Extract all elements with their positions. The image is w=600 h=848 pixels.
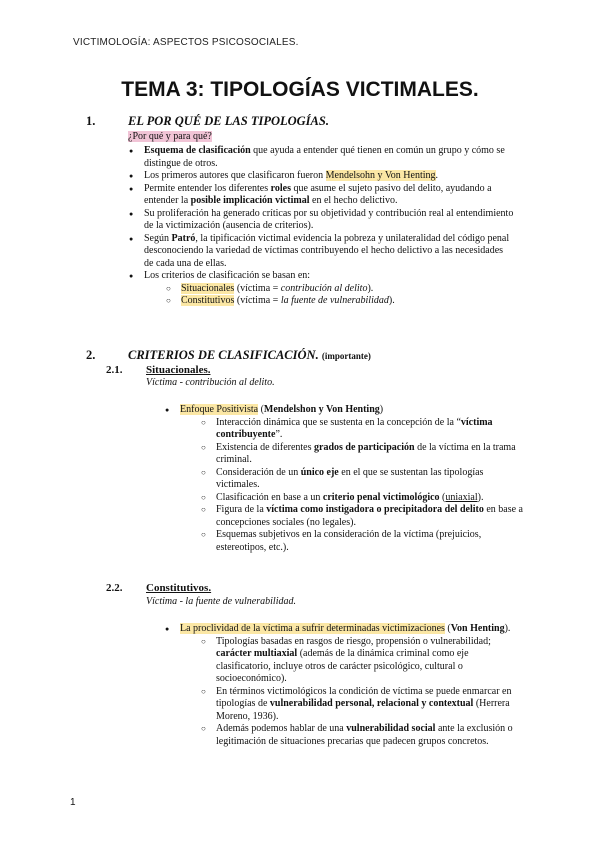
- section-1-title: EL POR QUÉ DE LAS TIPOLOGÍAS.: [128, 114, 329, 128]
- page-title: TEMA 3: TIPOLOGÍAS VICTIMALES.: [121, 78, 479, 101]
- list-item: ○ Situacionales (víctima = contribución al delito).: [181, 283, 514, 296]
- list-item: ○ Esquemas subjetivos en la consideración de la víctima (prejuicios, estereotipos, etc.).: [216, 529, 525, 554]
- subsection-2-1-title: Situacionales.: [146, 364, 211, 376]
- subsection-2-1-heading: 2.1. Situacionales.: [106, 364, 211, 376]
- subsection-2-2-title: Constitutivos.: [146, 582, 212, 594]
- list-item: ○ Consideración de un único eje en el que se sustentan las tipologías victimales.: [216, 467, 525, 492]
- section-1-heading: [86, 115, 329, 128]
- list-item: ● Los criterios de clasificación se basan en: ○ Situacionales (víctima = contribución al delito). ○ Constitutivos (víctima = la fuente de vulnerabilidad).: [144, 270, 514, 308]
- running-header: VICTIMOLOGÍA: ASPECTOS PSICOSOCIALES.: [73, 37, 299, 48]
- list-item: ● Esquema de clasificación que ayuda a entender qué tienen en común un grupo y cómo se distingue de otros.: [144, 145, 514, 170]
- list-item: ○ Interacción dinámica que se sustenta en la concepción de la “víctima contribuyente”.: [216, 417, 525, 442]
- question-highlight: ¿Por qué y para qué?: [128, 131, 212, 142]
- section-1-number: 1.: [86, 114, 96, 128]
- list-item: ○ Además podemos hablar de una vulnerabilidad social ante la exclusión o legitimación de situaciones precarias que padecen grupos concretos.: [216, 723, 525, 748]
- list-item: ○ Figura de la víctima como instigadora o precipitadora del delito en base a concepciones sociales (no legales).: [216, 504, 525, 529]
- subsection-2-1-list: [180, 404, 525, 554]
- subsection-2-2-subtitle: Víctima - la fuente de vulnerabilidad.: [146, 596, 296, 607]
- list-item: ● Enfoque Positivista (Mendelshon y Von Henting) ○ Interacción dinámica que se sustenta en la concepción de la “víctima contribuyente”. ○ Existencia de diferentes grados de participación de la víctima en la trama criminal. ○ Consideración de un único eje en el que se sustentan las tipologías victimales. ○ Clasificación en base a un criterio penal victimológico (uniaxial). ○ Figura de la víctima como instigadora o precipitadora del delito en base a concepciones sociales (no legales). ○ Esquemas subjetivos en la consideración de la víctima (prejuicios, estereotipos, etc.).: [180, 404, 525, 554]
- list-item: ● Según Patró, la tipificación victimal evidencia la pobreza y unilateralidad del código penal desconociendo la variedad de víctimas contribuyendo el hecho delictivo a las necesidades de cada una de ellas.: [144, 233, 514, 271]
- section-2-number: 2.: [86, 348, 96, 362]
- list-item: ○ En términos victimológicos la condición de víctima se puede enmarcar en tipologías de vulnerabilidad personal, relacional y contextual (Herrera Moreno, 1936).: [216, 686, 525, 724]
- section-1-bullets: [144, 145, 514, 308]
- list-item: ● La proclividad de la víctima a sufrir determinadas victimizaciones (Von Henting). ○ Tipologías basadas en rasgos de riesgo, propensión o vulnerabilidad; carácter multiaxial (además de la dinámica criminal como eje clasificatorio, incluye otros de carácter psicológico, cultural o socioeconómico). ○ En términos victimológicos la condición de víctima se puede enmarcar en tipologías de vulnerabilidad personal, relacional y contextual (Herrera Moreno, 1936). ○ Además podemos hablar de una vulnerabilidad social ante la exclusión o legitimación de situaciones precarias que padecen grupos concretos.: [180, 623, 525, 748]
- list-item: ● Su proliferación ha generado críticas por su objetividad y contribución real al entendimiento de la victimización (ausencia de criterios).: [144, 208, 514, 233]
- subsection-2-1-subtitle: Víctima - contribución al delito.: [146, 377, 275, 388]
- section-1-question: [128, 131, 212, 144]
- importance-note: (importante): [321, 351, 371, 361]
- list-item: ○ Clasificación en base a un criterio penal victimológico (uniaxial).: [216, 492, 525, 505]
- list-item: ○ Constitutivos (víctima = la fuente de vulnerabilidad).: [181, 295, 514, 308]
- subsection-2-2-list: [180, 623, 525, 748]
- list-item: ○ Tipologías basadas en rasgos de riesgo, propensión o vulnerabilidad; carácter multiaxial (además de la dinámica criminal como eje clasificatorio, incluye otros de carácter psicológico, cultural o socioeconómico).: [216, 636, 525, 686]
- section-2-title: CRITERIOS DE CLASIFICACIÓN.: [128, 348, 319, 362]
- list-item: ● Permite entender los diferentes roles que asume el sujeto pasivo del delito, ayudando a entender la posible implicación victimal en el hecho delictivo.: [144, 183, 514, 208]
- page-number: 1: [70, 797, 76, 808]
- subsection-2-2-heading: 2.2. Constitutivos.: [106, 582, 212, 594]
- list-item: ● Los primeros autores que clasificaron fueron Mendelsohn y Von Henting.: [144, 170, 514, 183]
- list-item: ○ Existencia de diferentes grados de participación de la víctima en la trama criminal.: [216, 442, 525, 467]
- section-2-heading: [86, 349, 371, 363]
